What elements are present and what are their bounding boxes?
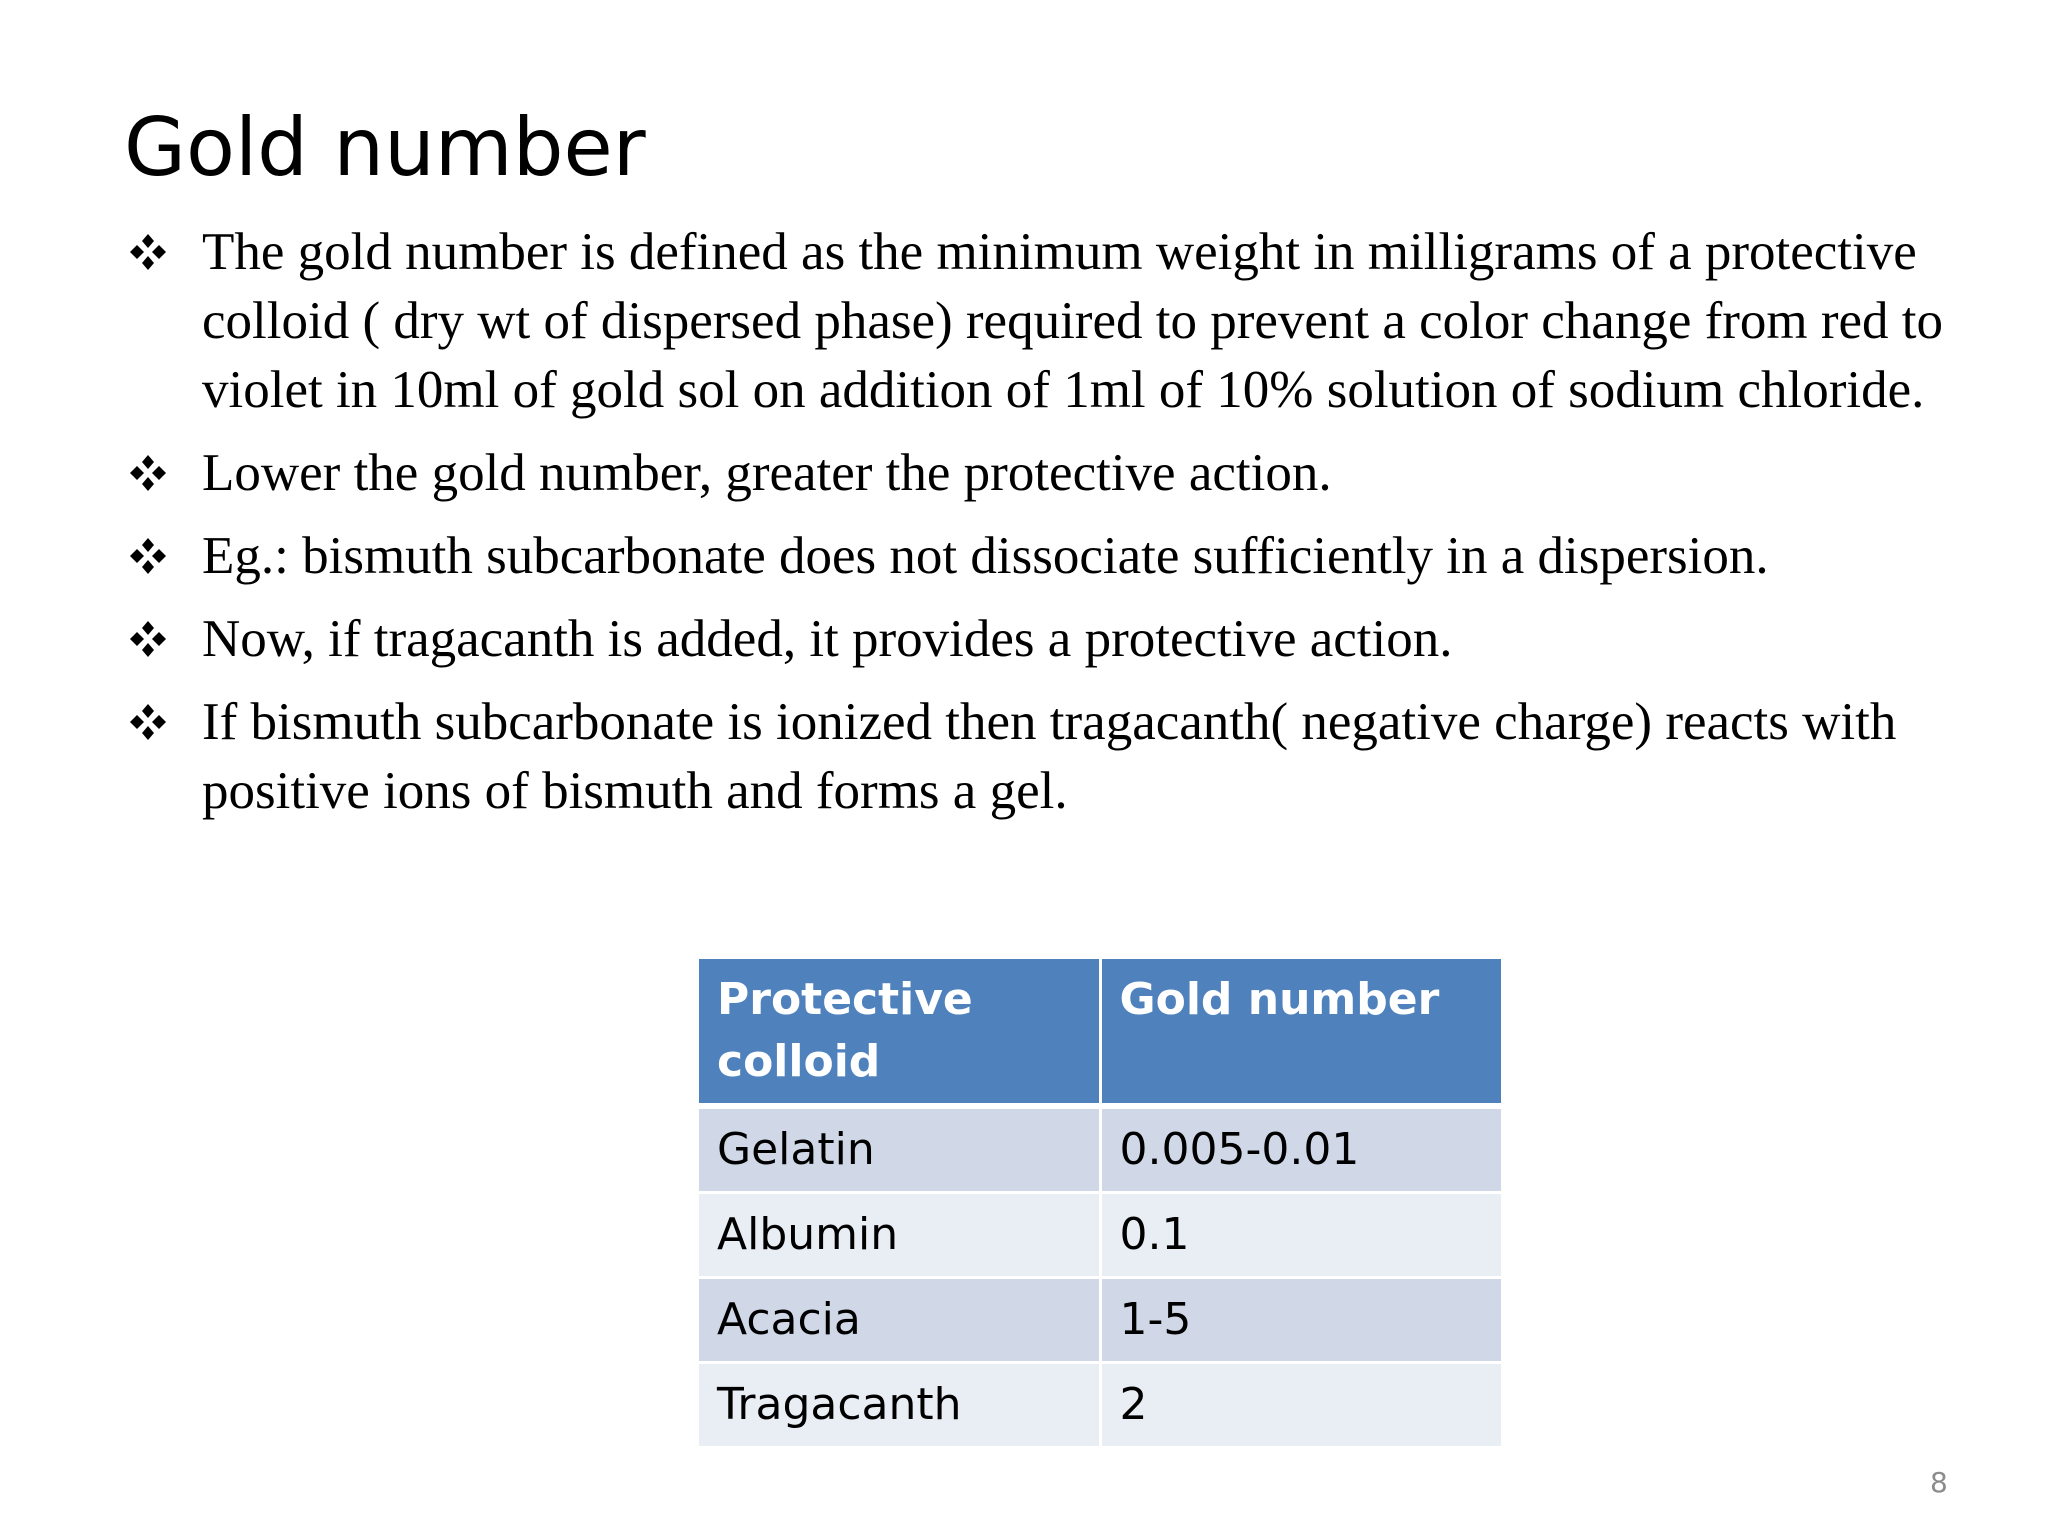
bullet-list — [124, 218, 1954, 840]
table-header-row — [698, 958, 1503, 1107]
bullet-item — [124, 522, 1954, 591]
cell-colloid: Gelatin — [698, 1106, 1101, 1193]
bullet-item — [124, 605, 1954, 674]
cell-gold-number: 0.005-0.01 — [1100, 1106, 1503, 1193]
table-row — [698, 1193, 1503, 1278]
column-header-protective-colloid: Protective colloid — [698, 958, 1101, 1107]
bullet-item — [124, 218, 1954, 425]
gold-number-table — [696, 956, 1504, 1449]
four-diamond-icon — [128, 443, 168, 503]
bullet-text: Now, if tragacanth is added, it provides a protective action. — [202, 610, 1453, 668]
table-row — [698, 1278, 1503, 1363]
cell-colloid: Tragacanth — [698, 1363, 1101, 1448]
bullet-text: Lower the gold number, greater the protective action. — [202, 444, 1332, 502]
bullet-item — [124, 688, 1954, 826]
bullet-text: If bismuth subcarbonate is ionized then tragacanth( negative charge) reacts with positive ions of bismuth and forms a gel. — [202, 693, 1897, 820]
slide-title: Gold number — [124, 101, 646, 194]
column-header-gold-number: Gold number — [1100, 958, 1503, 1107]
four-diamond-icon — [128, 526, 168, 586]
cell-colloid: Acacia — [698, 1278, 1101, 1363]
four-diamond-icon — [128, 609, 168, 669]
bullet-item — [124, 439, 1954, 508]
four-diamond-icon — [128, 222, 168, 282]
cell-colloid: Albumin — [698, 1193, 1101, 1278]
cell-gold-number: 1-5 — [1100, 1278, 1503, 1363]
table-row — [698, 1363, 1503, 1448]
table-row — [698, 1106, 1503, 1193]
bullet-text: Eg.: bismuth subcarbonate does not dissociate sufficiently in a dispersion. — [202, 527, 1769, 585]
gold-number-table-container — [696, 956, 1504, 1449]
cell-gold-number: 2 — [1100, 1363, 1503, 1448]
bullet-text: The gold number is defined as the minimum weight in milligrams of a protective colloid ( dry wt of dispersed phase) required to prevent a color change from red to violet in 10ml of gold sol on addition of 1ml of 10% solution of sodium chloride. — [202, 223, 1944, 419]
four-diamond-icon — [128, 692, 168, 752]
page-number: 8 — [1930, 1466, 1948, 1499]
cell-gold-number: 0.1 — [1100, 1193, 1503, 1278]
